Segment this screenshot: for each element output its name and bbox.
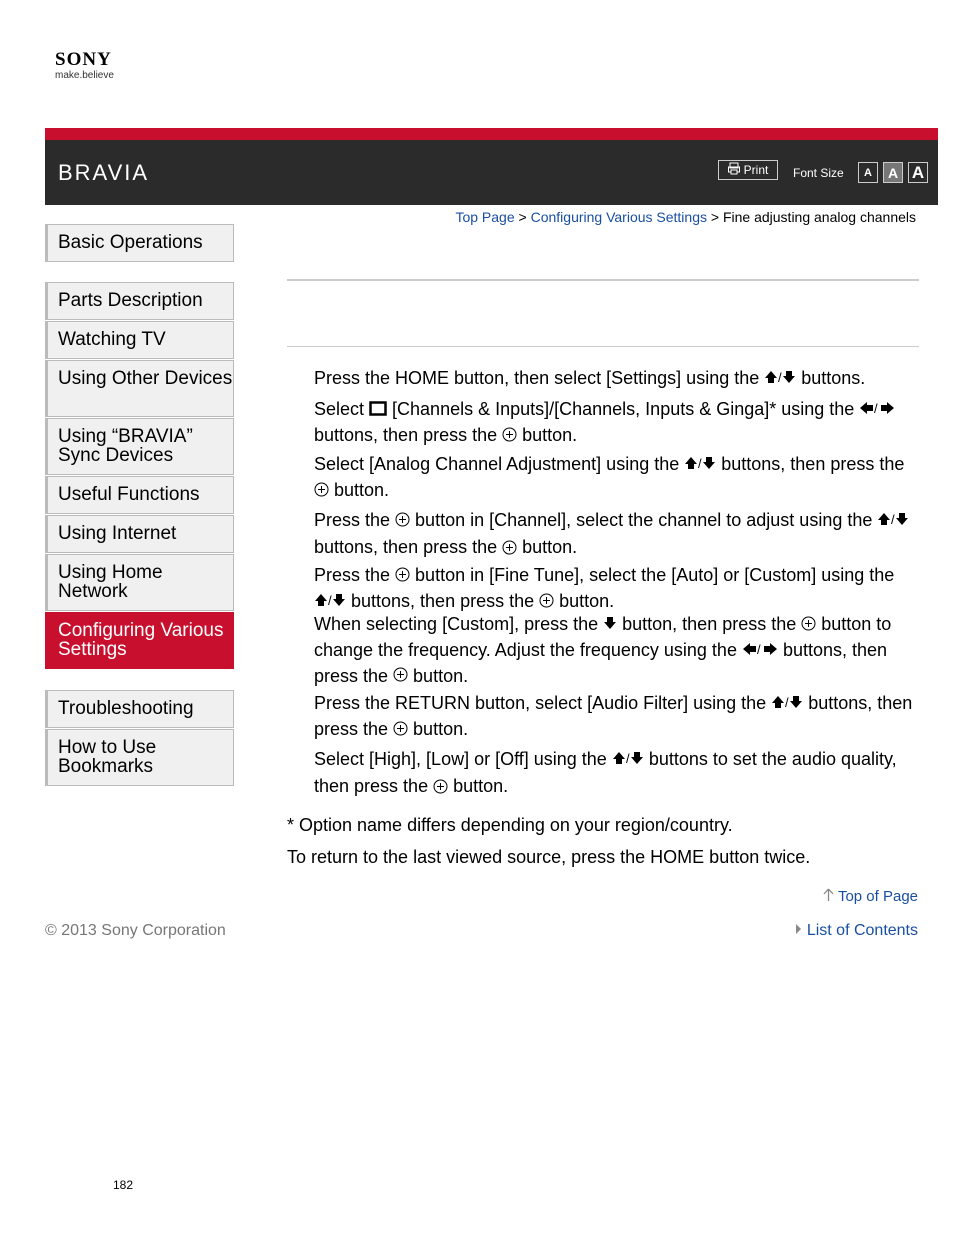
enter-button-icon (433, 775, 448, 801)
step-text: Press the (314, 565, 396, 585)
step-text: button in [Fine Tune], select the [Auto] or [Custom] using the (410, 565, 895, 585)
step-text: Select [Analog Channel Adjustment] using the (314, 454, 685, 474)
step-text: buttons, then press the (314, 639, 888, 686)
font-size-label: Font Size (793, 166, 844, 180)
step-text: button, then press the (617, 614, 802, 634)
step-5 (314, 563, 924, 615)
print-icon (728, 162, 740, 178)
breadcrumb-current: Fine adjusting analog channels (722, 209, 916, 225)
svg-text:/: / (778, 369, 782, 385)
step-text: buttons, then press the (314, 693, 913, 739)
step-text: button to change the frequency. Adjust the frequency using the (314, 614, 892, 660)
print-button[interactable] (718, 160, 778, 180)
step-text: button. (448, 776, 509, 797)
up-down-arrow-icon (764, 367, 796, 392)
svg-text:/: / (785, 694, 789, 710)
step-text: button. (554, 590, 615, 611)
print-label: Print (743, 163, 769, 177)
sony-wordmark: SONY (55, 49, 112, 70)
up-down-arrow-icon (314, 590, 346, 615)
svg-text:/: / (874, 400, 878, 416)
step-text: Select (314, 399, 370, 419)
step-text: button in [Channel], select the channel to adjust using the (410, 510, 878, 530)
step-text: Press the (314, 510, 396, 530)
return-note: To return to the last viewed source, press the HOME button twice. (287, 847, 811, 867)
copyright: © 2013 Sony Corporation (45, 922, 226, 939)
bravia-logo: BRAVIA (58, 160, 150, 185)
enter-button-icon (801, 613, 816, 638)
sidebar-item-bookmarks[interactable]: How to Use Bookmarks (45, 729, 234, 786)
sidebar-item-basic-operations[interactable]: Basic Operations (45, 224, 234, 262)
enter-button-icon (502, 424, 517, 449)
sidebar-item-bravia-sync[interactable]: Using “BRAVIA” Sync Devices (45, 418, 234, 475)
step-1 (314, 366, 924, 392)
step-3 (314, 452, 924, 504)
step-7 (314, 746, 924, 801)
left-right-arrow-icon (859, 398, 895, 423)
sidebar-item-configuring[interactable]: Configuring Various Settings (45, 612, 234, 669)
enter-button-icon (314, 479, 329, 504)
enter-button-icon (395, 564, 410, 589)
right-triangle-icon (795, 922, 802, 939)
step-text: Press the RETURN button, select [Audio Filter] using the (314, 693, 772, 713)
svg-text:/: / (328, 592, 332, 608)
sidebar-item-home-network[interactable]: Using Home Network (45, 554, 234, 611)
sidebar-item-troubleshooting[interactable]: Troubleshooting (45, 690, 234, 728)
sony-logo (55, 50, 114, 82)
step-text: buttons, then press the (314, 537, 503, 558)
step-text: When selecting [Custom], press the (314, 614, 604, 634)
up-down-arrow-icon (612, 747, 644, 773)
step-text: buttons. (796, 368, 866, 388)
font-size-small-button[interactable]: A (858, 162, 878, 183)
sidebar-item-watching-tv[interactable]: Watching TV (45, 321, 234, 359)
enter-button-icon (393, 664, 408, 689)
top-of-page-link[interactable] (823, 888, 918, 905)
list-of-contents-label: List of Contents (806, 922, 918, 939)
left-right-arrow-icon (742, 639, 778, 664)
breadcrumb-separator: > (518, 209, 527, 225)
step-text: button. (408, 718, 469, 739)
step-text: buttons to set the audio quality, then press the (314, 749, 897, 797)
step-4 (314, 507, 924, 562)
step-6 (314, 691, 924, 743)
settings-square-icon (369, 398, 387, 423)
down-arrow-icon (603, 613, 617, 638)
step-2 (314, 397, 924, 449)
breadcrumb (455, 209, 916, 225)
sidebar-item-useful-functions[interactable]: Useful Functions (45, 476, 234, 514)
step-text: Select [High], [Low] or [Off] using the (314, 749, 612, 769)
up-down-arrow-icon (877, 508, 909, 534)
step-text: Press the HOME button, then select [Settings] using the (314, 368, 765, 388)
step-text: buttons, then press the (346, 590, 540, 611)
top-of-page-label: Top of Page (837, 888, 918, 905)
step-text: button. (517, 537, 578, 558)
step-text: [Channels & Inputs]/[Channels, Inputs & Ginga]* using the (387, 399, 860, 419)
step-text: button. (408, 665, 469, 686)
up-down-arrow-icon (684, 453, 716, 478)
title-divider-top (287, 279, 919, 281)
option-note: * Option name differs depending on your region/country. (287, 815, 733, 835)
up-arrow-icon (823, 888, 834, 905)
enter-button-icon (395, 508, 410, 534)
sidebar-item-using-other-devices[interactable]: Using Other Devices (45, 360, 234, 417)
svg-text:/: / (756, 641, 761, 657)
sidebar-item-using-internet[interactable]: Using Internet (45, 515, 234, 553)
step-text: buttons, then press the (314, 424, 503, 445)
header-bar (45, 128, 938, 205)
step-text: button. (329, 479, 390, 500)
sony-tagline: make.believe (55, 70, 114, 81)
font-size-medium-button[interactable]: A (883, 162, 903, 183)
svg-text:/: / (698, 455, 702, 471)
page-number: 182 (113, 1178, 134, 1192)
font-size-large-button[interactable]: A (908, 162, 928, 183)
breadcrumb-separator: > (710, 209, 720, 225)
up-down-arrow-icon (771, 692, 803, 717)
step-5-custom (314, 612, 924, 689)
svg-text:/: / (891, 512, 895, 528)
svg-text:/: / (625, 751, 630, 767)
step-text: button. (517, 424, 578, 445)
breadcrumb-top-page[interactable]: Top Page (455, 209, 515, 225)
breadcrumb-configuring[interactable]: Configuring Various Settings (530, 209, 707, 225)
sidebar-item-parts-description[interactable]: Parts Description (45, 282, 234, 320)
title-divider-bottom (287, 346, 919, 347)
step-text: buttons, then press the (716, 454, 905, 474)
enter-button-icon (502, 536, 517, 562)
list-of-contents-link[interactable] (795, 922, 918, 940)
enter-button-icon (539, 590, 554, 615)
enter-button-icon (393, 718, 408, 743)
